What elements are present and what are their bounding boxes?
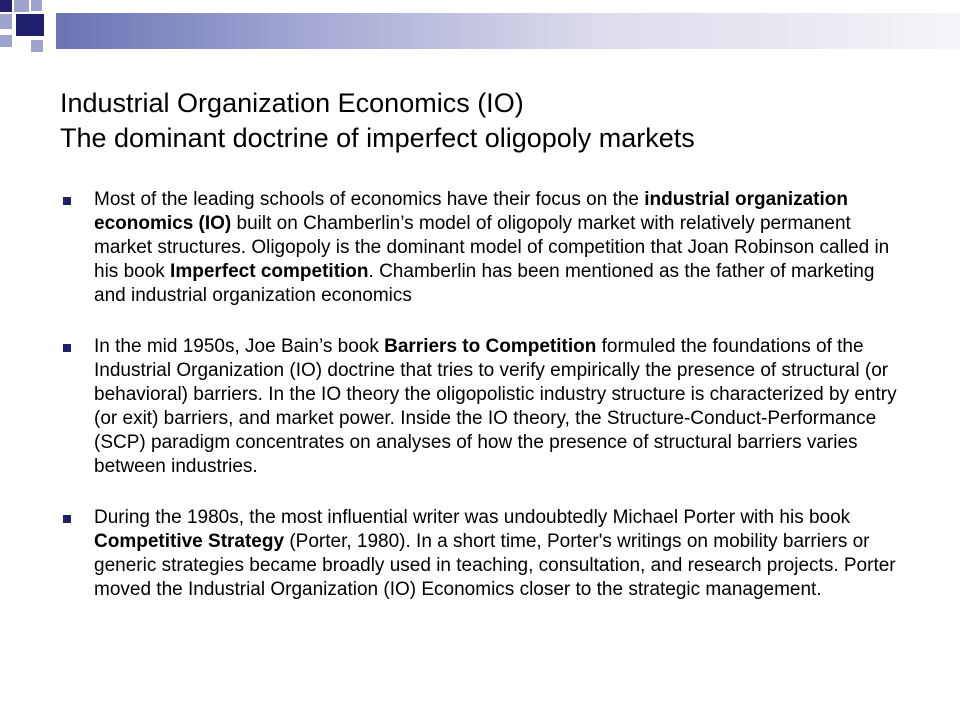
header-square-lavender [14,0,29,12]
bullet-text: Most of the leading schools of economics have their focus on the [94,189,645,210]
header-gradient-band [56,13,960,49]
bullet-text: (Porter, 1980). In a short time, Porter's writings on mobility barriers or generic strategies became broadly used in teaching, consultation, and research projects. Porter moved the Industrial Organization (IO) Economics closer to the strategic management. [94,531,896,600]
square-bullet-icon [63,515,71,523]
bullet-item [60,188,910,308]
bullet-text: . Chamberlin has been mentioned as the father of marketing and industrial organization economics [94,261,875,306]
header-square-navy [0,0,12,12]
bullet-text-bold: Barriers to Competition [384,336,597,357]
bullet-text: In the mid 1950s, Joe Bain’s book [94,336,385,357]
slide-title-line-1: Industrial Organization Economics (IO) [60,88,524,118]
bullet-item [60,335,910,479]
slide-title-line-2: The dominant doctrine of imperfect oligopoly markets [60,123,695,153]
header-square-lavender [0,14,12,29]
square-bullet-icon [63,197,71,205]
bullet-text: built on Chamberlin’s model of oligopoly market with relatively permanent market structures. Oligopoly is the dominant model of competition that Joan Robinson called in his book [94,213,890,282]
bullet-item [60,506,910,602]
bullet-text-bold: Imperfect competition [170,261,369,282]
bullet-text: formuled the foundations of the Industrial Organization (IO) doctrine that tries to verify empirically the presence of structural (or behavioral) barriers. In the IO theory the oligopolistic industry structure is characterized by entry (or exit) barriers, and market power. Inside the IO theory, the Structure-Conduct-Performance (SCP) paradigm concentrates on analyses of how the presence of structural barriers varies between industries. [94,336,897,477]
square-bullet-icon [63,344,71,352]
bullet-text-bold: Competitive Strategy [94,531,285,552]
header-square-lavender [31,0,42,11]
bullet-text: During the 1980s, the most influential writer was undoubtedly Michael Porter with his book [94,507,851,528]
header-square-navy [16,14,44,36]
bullet-text-bold: industrial organization economics (IO) [94,189,848,234]
header-square-lavender [31,40,43,52]
bullet-list [60,188,910,602]
header-square-lavender [0,35,12,47]
slide-title [60,86,940,156]
